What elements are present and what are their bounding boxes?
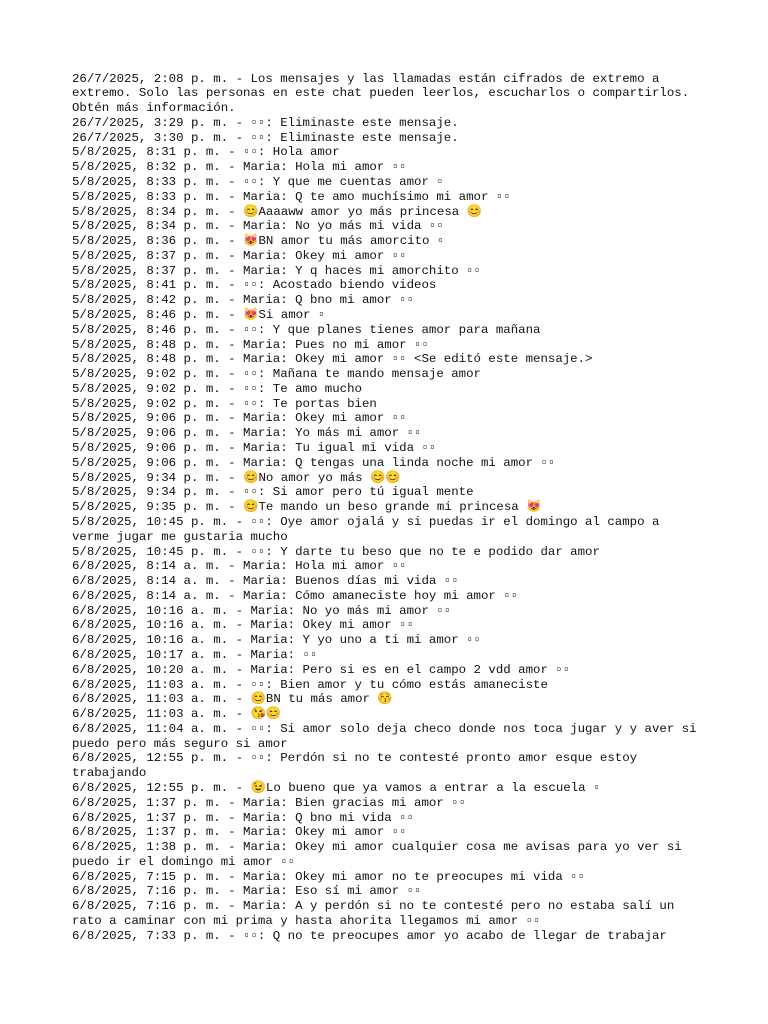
chat-line: rato a caminar con mi prima y hasta ahorita llegamos mi amor ▫▫ [72,914,541,929]
chat-line: 5/8/2025, 8:46 p. m. - 😻Si amor ▫ [72,308,326,322]
chat-line: 5/8/2025, 9:06 p. m. - Maria: Q tengas una linda noche mi amor ▫▫ [72,455,556,470]
chat-line: 5/8/2025, 10:45 p. m. - ▫▫: Y darte tu beso que no te e podido dar amor [72,544,600,559]
chat-line: 6/8/2025, 11:03 a. m. - ▫▫: Bien amor y tu cómo estás amaneciste [72,677,548,692]
chat-line: 5/8/2025, 9:02 p. m. - ▫▫: Te amo mucho [72,381,362,396]
chat-line: 5/8/2025, 8:37 p. m. - Maria: Okey mi amor ▫▫ [72,248,407,263]
chat-line: 5/8/2025, 8:33 p. m. - Maria: Q te amo muchísimo mi amor ▫▫ [72,189,511,204]
chat-line: 6/8/2025, 7:15 p. m. - Maria: Okey mi amor no te preocupes mi vida ▫▫ [72,869,586,884]
chat-line: 6/8/2025, 8:14 a. m. - Maria: Hola mi amor ▫▫ [72,559,407,574]
chat-line: 6/8/2025, 1:37 p. m. - Maria: Okey mi amor ▫▫ [72,825,407,840]
chat-line: 26/7/2025, 2:08 p. m. - Los mensajes y las llamadas están cifrados de extremo a [72,71,660,86]
chat-line: 6/8/2025, 10:16 a. m. - Maria: No yo más mi amor ▫▫ [72,603,452,618]
chat-line: 5/8/2025, 8:32 p. m. - Maria: Hola mi amor ▫▫ [72,160,407,175]
chat-line: 5/8/2025, 9:35 p. m. - 😊Te mando un beso grande mi princesa 😻 [72,500,542,515]
chat-line: 6/8/2025, 11:04 a. m. - ▫▫: Si amor solo deja checo donde nos toca jugar y y aver si [72,721,697,736]
chat-line: 6/8/2025, 10:17 a. m. - Maria: ▫▫ [72,647,318,662]
chat-line: 5/8/2025, 8:33 p. m. - ▫▫: Y que me cuentas amor ▫ [72,174,444,189]
chat-line: 5/8/2025, 8:34 p. m. - Maria: No yo más mi vida ▫▫ [72,219,444,234]
chat-line: 6/8/2025, 11:03 a. m. - 😊BN tu más amor 😚 [72,692,393,707]
chat-line: verme jugar me gustaria mucho [72,529,288,544]
chat-line: 5/8/2025, 9:02 p. m. - ▫▫: Te portas bien [72,396,377,411]
chat-line: puedo ir el domingo mi amor ▫▫ [72,854,296,869]
chat-line: 5/8/2025, 8:36 p. m. - 😻BN amor tu más amorcito ▫ [72,234,445,249]
chat-line: 5/8/2025, 9:06 p. m. - Maria: Tu igual mi vida ▫▫ [72,441,437,456]
chat-export-text [72,72,742,944]
chat-line: 5/8/2025, 8:48 p. m. - Maria: Okey mi amor ▫▫ <Se editó este mensaje.> [72,352,593,367]
chat-line: 5/8/2025, 8:48 p. m. - Maria: Pues no mi amor ▫▫ [72,337,429,352]
chat-line: 5/8/2025, 10:45 p. m. - ▫▫: Oye amor ojalá y si puedas ir el domingo al campo a [72,514,660,529]
chat-line: 6/8/2025, 7:33 p. m. - ▫▫: Q no te preocupes amor yo acabo de llegar de trabajar [72,928,667,943]
chat-line: 5/8/2025, 9:34 p. m. - 😊No amor yo más 😊😊 [72,470,401,485]
chat-line: 6/8/2025, 12:55 p. m. - 😉Lo bueno que ya vamos a entrar a la escuela ▫ [72,781,601,795]
chat-line: 5/8/2025, 8:37 p. m. - Maria: Y q haces mi amorchito ▫▫ [72,263,481,278]
chat-line: 5/8/2025, 9:02 p. m. - ▫▫: Mañana te mando mensaje amor [72,367,481,382]
chat-line: 5/8/2025, 8:41 p. m. - ▫▫: Acostado biendo videos [72,278,437,293]
chat-line: 6/8/2025, 12:55 p. m. - ▫▫: Perdón si no te contesté pronto amor esque estoy [72,751,638,766]
chat-line: Obtén más información. [72,101,236,116]
chat-line: 6/8/2025, 7:16 p. m. - Maria: Eso sí mi amor ▫▫ [72,884,422,899]
chat-line: 5/8/2025, 8:46 p. m. - ▫▫: Y que planes tienes amor para mañana [72,322,541,337]
chat-line: 6/8/2025, 1:37 p. m. - Maria: Bien gracias mi amor ▫▫ [72,795,467,810]
chat-line: 6/8/2025, 8:14 a. m. - Maria: Cómo amaneciste hoy mi amor ▫▫ [72,588,519,603]
chat-line: puedo pero más seguro si amor [72,736,288,751]
chat-line: 5/8/2025, 9:06 p. m. - Maria: Yo más mi amor ▫▫ [72,426,422,441]
chat-line: 6/8/2025, 8:14 a. m. - Maria: Buenos días mi vida ▫▫ [72,574,459,589]
chat-line: 6/8/2025, 1:37 p. m. - Maria: Q bno mi vida ▫▫ [72,810,415,825]
chat-line: 5/8/2025, 9:06 p. m. - Maria: Okey mi amor ▫▫ [72,411,407,426]
chat-line: 5/8/2025, 9:34 p. m. - ▫▫: Si amor pero tú igual mente [72,485,474,500]
chat-line: 5/8/2025, 8:34 p. m. - 😊Aaaaww amor yo más princesa 😊 [72,204,483,219]
chat-line: extremo. Solo las personas en este chat pueden leerlos, escucharlos o compartirlos. [72,86,690,101]
chat-line: 6/8/2025, 10:16 a. m. - Maria: Y yo uno a ti mi amor ▫▫ [72,633,481,648]
chat-line: 5/8/2025, 8:42 p. m. - Maria: Q bno mi amor ▫▫ [72,293,415,308]
chat-line: 6/8/2025, 10:20 a. m. - Maria: Pero si es en el campo 2 vdd amor ▫▫ [72,662,571,677]
chat-line: 6/8/2025, 10:16 a. m. - Maria: Okey mi amor ▫▫ [72,618,415,633]
chat-line: 6/8/2025, 7:16 p. m. - Maria: A y perdón si no te contesté pero no estaba salí un [72,899,675,914]
chat-line: 26/7/2025, 3:29 p. m. - ▫▫: Eliminaste este mensaje. [72,115,459,130]
chat-line: 6/8/2025, 11:03 a. m. - 😘😊 [72,707,282,722]
chat-line: 26/7/2025, 3:30 p. m. - ▫▫: Eliminaste este mensaje. [72,130,459,145]
chat-line: 5/8/2025, 8:31 p. m. - ▫▫: Hola amor [72,145,340,160]
chat-line: trabajando [72,766,147,781]
chat-line: 6/8/2025, 1:38 p. m. - Maria: Okey mi amor cualquier cosa me avisas para yo ver si [72,840,682,855]
